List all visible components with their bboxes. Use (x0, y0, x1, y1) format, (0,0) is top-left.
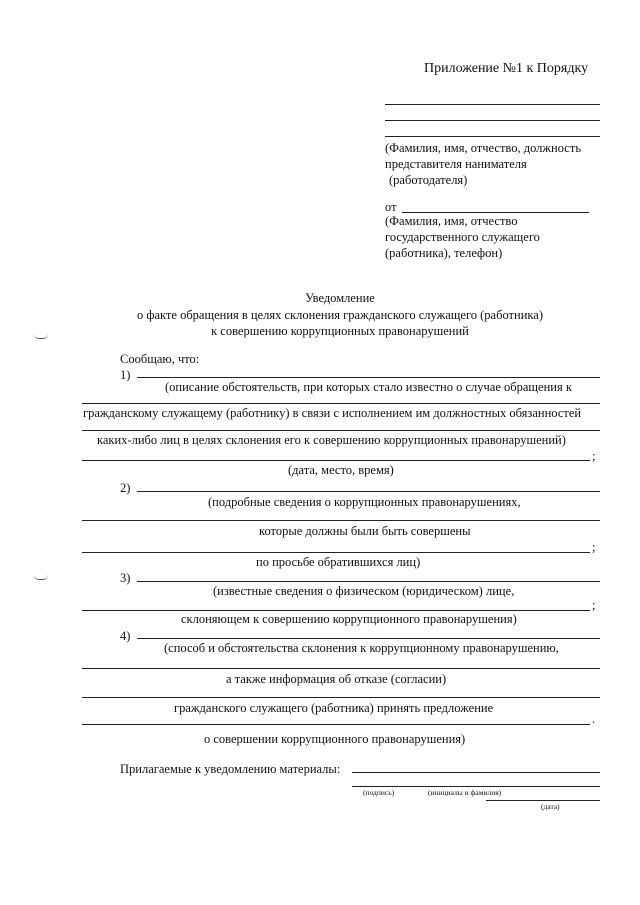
item-3-line-a (137, 581, 600, 582)
item-2-terminator: ; (592, 540, 596, 554)
item-2-text-1: (подробные сведения о коррупционных правонарушениях, (208, 495, 521, 509)
scan-mark-1 (34, 334, 48, 339)
date-line (486, 800, 600, 801)
item-3-number: 3) (120, 571, 131, 585)
item-4-text-3: гражданского служащего (работника) принять предложение (174, 701, 494, 715)
intro-text: Сообщаю, что: (120, 352, 200, 366)
item-3-text-2: склоняющем к совершению коррупционного правонарушения) (181, 612, 517, 626)
item-1-text-1: (описание обстоятельств, при которых стало известно о случае обращения к (165, 380, 572, 394)
item-1-line-c (82, 430, 600, 431)
appendix-title: Приложение №1 к Порядку (424, 61, 589, 76)
notice-title: Уведомление (305, 291, 375, 305)
item-2-text-2: которые должны были быть совершены (259, 524, 471, 538)
date-caption: (дата) (541, 802, 560, 811)
item-4-line-d (82, 724, 590, 725)
item-2-line-b (82, 520, 600, 521)
item-1-text-4: (дата, место, время) (288, 463, 394, 477)
from-label: от (385, 200, 397, 214)
item-4-terminator: . (592, 712, 596, 726)
employee-caption-3: (работника), телефон) (385, 246, 503, 260)
item-1-text-3: каких-либо лиц в целях склонения его к совершению коррупционных правонарушений) (97, 433, 566, 447)
employee-caption-2: государственного служащего (385, 230, 540, 244)
item-1-line-a (137, 377, 600, 378)
attachments-line (352, 772, 600, 773)
notice-subtitle-2: к совершению коррупционных правонарушений (211, 324, 469, 338)
item-1-line-b (82, 403, 600, 404)
item-3-text-1: (известные сведения о физическом (юридическом) лице, (213, 584, 515, 598)
item-1-terminator: ; (592, 449, 596, 463)
item-4-line-c (82, 697, 600, 698)
employer-line-2 (385, 120, 600, 121)
employee-caption-1: (Фамилия, имя, отчество (385, 214, 518, 228)
item-1-text-2: гражданскому служащему (работнику) в связи с исполнением им должностных обязанностей (83, 406, 582, 420)
scan-mark-2 (34, 575, 48, 580)
employer-caption-1: (Фамилия, имя, отчество, должность (385, 141, 582, 155)
item-1-line-d (82, 460, 590, 461)
signature-caption: (подпись) (363, 788, 395, 797)
item-4-line-b (82, 668, 600, 669)
employer-line-3 (385, 136, 600, 137)
item-2-line-a (137, 491, 600, 492)
item-3-terminator: ; (592, 598, 596, 612)
item-4-number: 4) (120, 629, 131, 643)
item-2-line-c (82, 552, 590, 553)
item-2-text-3: по просьбе обратившихся лиц) (256, 555, 421, 569)
signature-line (352, 786, 600, 787)
item-4-line-a (137, 638, 600, 639)
from-line (402, 212, 589, 213)
employer-caption-3: (работодателя) (389, 173, 468, 187)
name-caption: (инициалы и фамилия) (428, 788, 502, 797)
employer-line-1 (385, 104, 600, 105)
item-4-text-2: а также информация об отказе (согласии) (226, 672, 447, 686)
item-4-text-1: (способ и обстоятельства склонения к коррупционному правонарушению, (164, 641, 559, 655)
employer-caption-2: представителя нанимателя (385, 157, 527, 171)
item-2-number: 2) (120, 481, 131, 495)
item-4-text-4: о совершении коррупционного правонарушения) (204, 732, 466, 746)
attachments-label: Прилагаемые к уведомлению материалы: (120, 762, 341, 776)
item-1-number: 1) (120, 368, 131, 382)
item-3-line-b (82, 610, 590, 611)
notice-subtitle-1: о факте обращения в целях склонения гражданского служащего (работника) (137, 308, 543, 322)
